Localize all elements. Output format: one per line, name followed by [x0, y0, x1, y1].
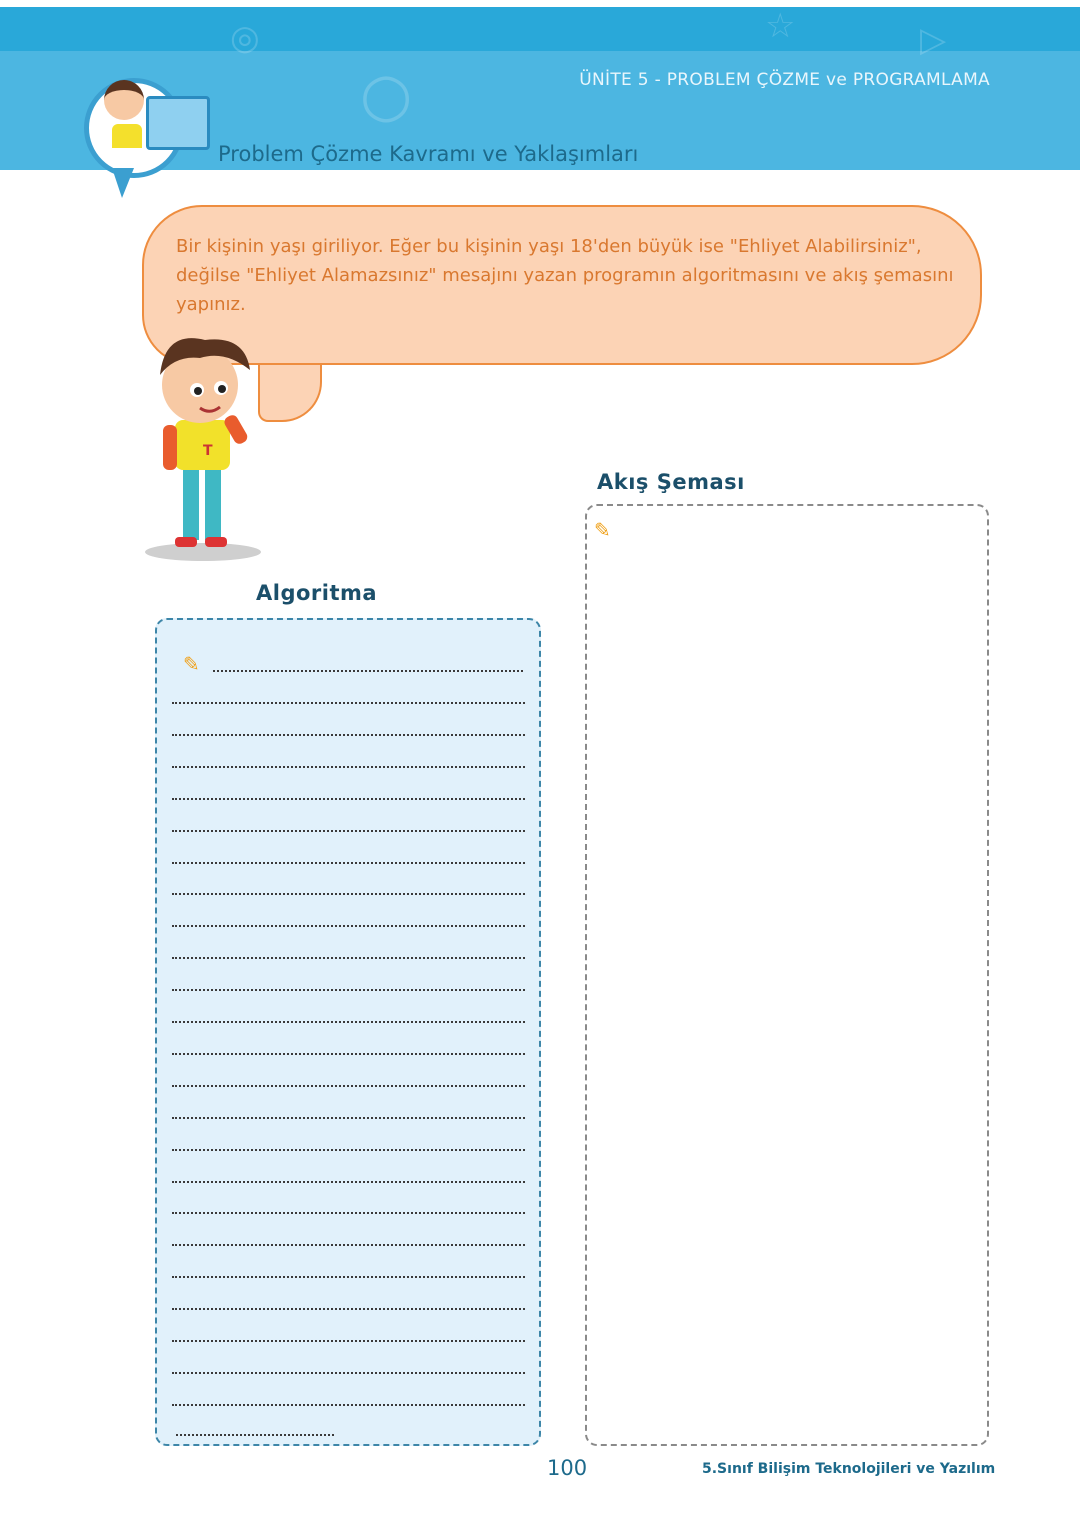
- computer-icon: [146, 96, 210, 150]
- writing-line[interactable]: [172, 893, 525, 895]
- star-icon: ☆: [765, 6, 796, 46]
- svg-text:T: T: [203, 443, 213, 459]
- prompt-text: Bir kişinin yaşı giriliyor. Eğer bu kişinin yaşı 18'den büyük ise "Ehliyet Alabilirsiniz", değilse "Ehliyet Alamazsınız" mesajını yazan programın algoritmasını ve akış şemasını yapınız.: [176, 236, 954, 315]
- writing-line[interactable]: [172, 766, 525, 768]
- speech-bubble-tail: [258, 355, 322, 422]
- writing-line[interactable]: [172, 734, 525, 736]
- writing-line[interactable]: [172, 1021, 525, 1023]
- play-icon: ▷: [920, 20, 947, 60]
- writing-line[interactable]: [172, 1404, 525, 1406]
- writing-line[interactable]: [172, 1053, 525, 1055]
- writing-line[interactable]: [172, 862, 525, 864]
- writing-line[interactable]: [172, 1117, 525, 1119]
- writing-line[interactable]: [172, 830, 525, 832]
- writing-line[interactable]: [172, 1308, 525, 1310]
- writing-line[interactable]: [172, 1340, 525, 1342]
- writing-line[interactable]: [172, 1372, 525, 1374]
- flowchart-heading: Akış Şeması: [597, 470, 745, 494]
- writing-line[interactable]: [172, 1244, 525, 1246]
- writing-line[interactable]: [172, 1181, 525, 1183]
- section-title: Problem Çözme Kavramı ve Yaklaşımları: [218, 142, 639, 166]
- writing-line[interactable]: [172, 989, 525, 991]
- writing-line[interactable]: [172, 1276, 525, 1278]
- flowchart-answer-area[interactable]: [585, 504, 989, 1446]
- lightbulb-icon: ○: [360, 60, 413, 130]
- writing-line[interactable]: [172, 702, 525, 704]
- writing-line[interactable]: [172, 957, 525, 959]
- boy-illustration: [145, 330, 265, 565]
- algorithm-heading: Algoritma: [256, 581, 378, 605]
- writing-line[interactable]: [172, 1085, 525, 1087]
- header-top-strip: [0, 7, 1080, 51]
- writing-line[interactable]: [213, 670, 523, 672]
- avatar-kid-head: [104, 80, 144, 120]
- writing-line[interactable]: [172, 925, 525, 927]
- page-number: 100: [547, 1456, 588, 1480]
- unit-title: ÜNİTE 5 - PROBLEM ÇÖZME ve PROGRAMLAMA: [579, 70, 990, 90]
- algorithm-answer-area[interactable]: [155, 618, 541, 1446]
- writing-line[interactable]: [172, 798, 525, 800]
- book-title: 5.Sınıf Bilişim Teknolojileri ve Yazılım: [702, 1461, 996, 1477]
- writing-line[interactable]: [172, 1149, 525, 1151]
- pencil-icon: ✎: [594, 518, 611, 542]
- badge-tail: [112, 168, 134, 198]
- writing-line[interactable]: [176, 1434, 334, 1436]
- writing-line[interactable]: [172, 1212, 525, 1214]
- avatar-kid-shirt: [112, 124, 142, 148]
- pencil-icon: ✎: [183, 652, 200, 676]
- location-pin-icon: ◎: [230, 18, 260, 58]
